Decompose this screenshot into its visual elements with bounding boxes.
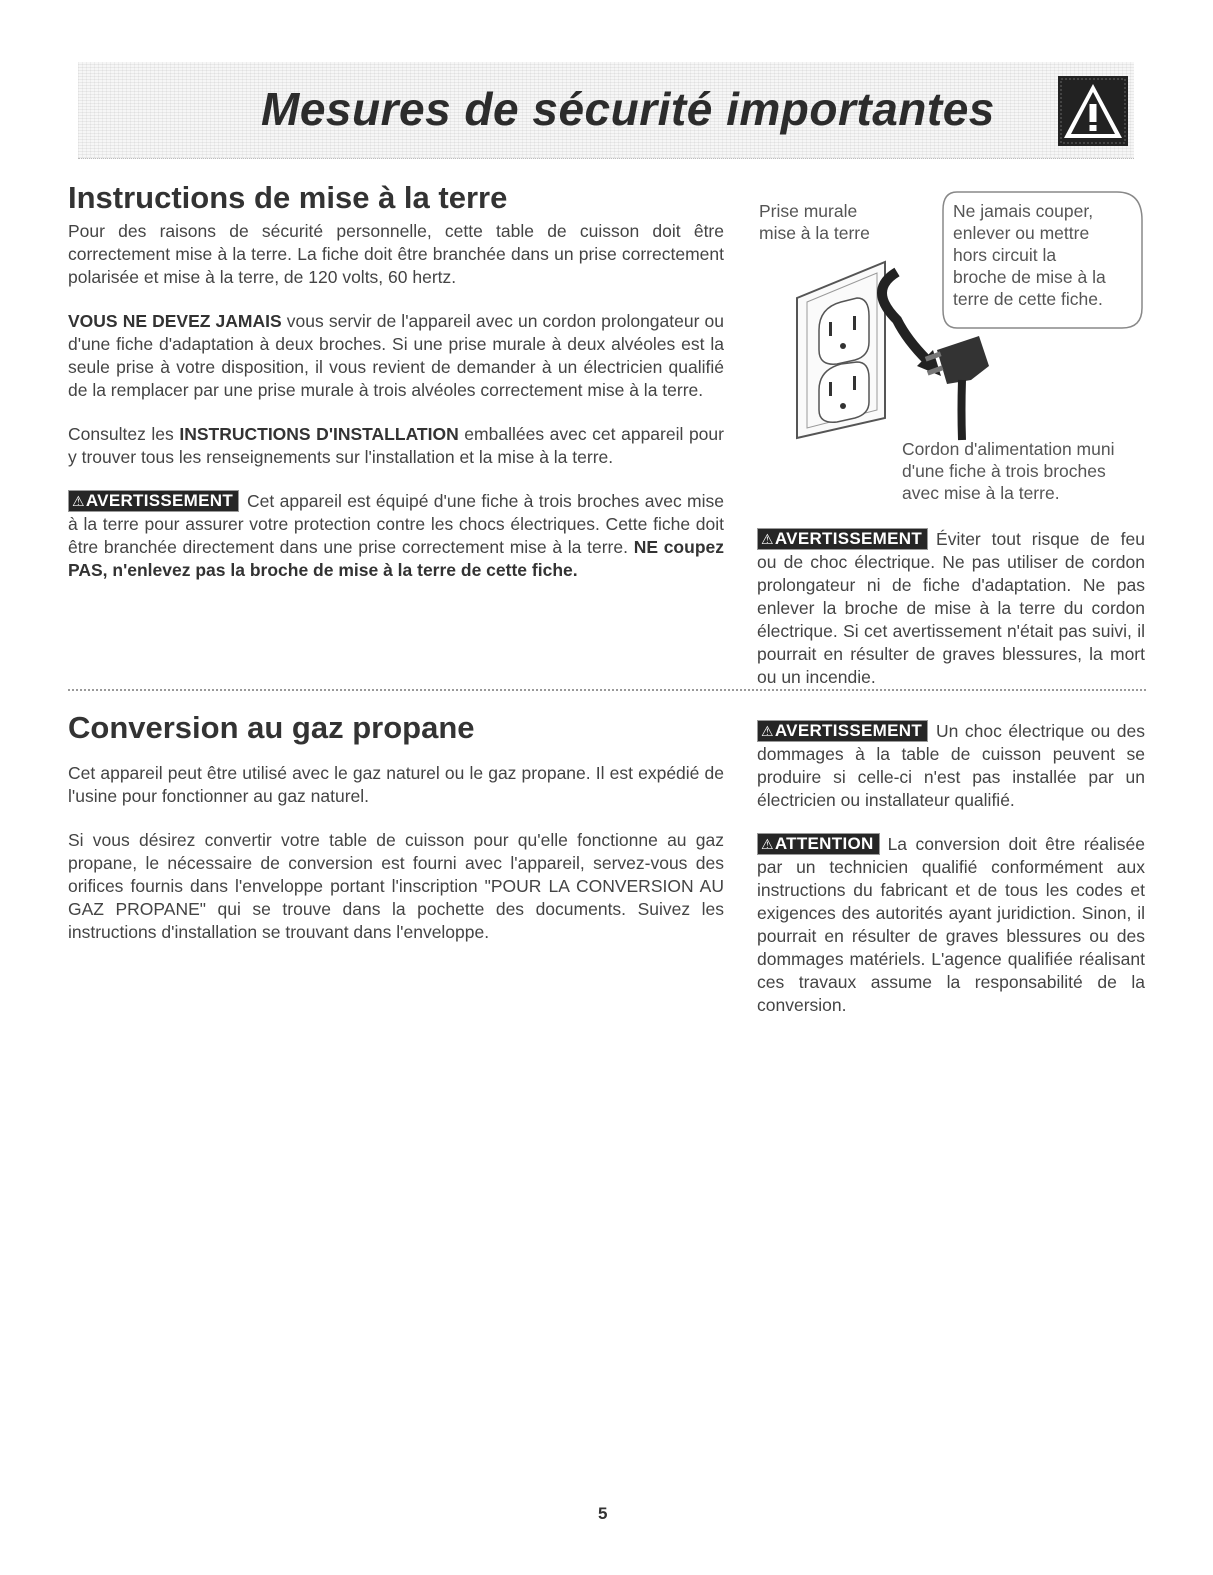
gas-paragraph-1: Cet appareil peut être utilisé avec le gaz naturel ou le gaz propane. Il est expédié de l'usine pour fonctionner au gaz naturel. xyxy=(68,763,724,806)
gas-caution-text: La conversion doit être réalisée par un technicien qualifié conformément aux instructions du fabricant et de tous les codes et exigences des autorités ayant juridiction. Sinon, il pourrait en résulter de graves blessures ou des dommages matériels. L'agence qualifiée réalisant ces travaux assume la responsabilité de la conversion. xyxy=(757,834,1145,1015)
warning-triangle-icon: ⚠ xyxy=(72,493,85,509)
page-title: Mesures de sécurité importantes xyxy=(261,83,995,135)
gas-conversion-heading: Conversion au gaz propane xyxy=(68,710,475,745)
cord-label-line-2: d'une fiche à trois broches xyxy=(902,461,1106,481)
header-banner xyxy=(78,62,1134,159)
callout-line-3: hors circuit la xyxy=(953,245,1057,265)
warning-badge-label: AVERTISSEMENT xyxy=(774,721,923,740)
grounding-p3-post: emballées avec cet appareil pour y trouver tous les renseignements sur l'installation et la mise à la terre. xyxy=(68,424,724,467)
right-warning-block xyxy=(757,528,1145,710)
section-divider xyxy=(68,689,1146,691)
grounding-warning-emphasis: NE coupez PAS, n'enlevez pas la broche de mise à la terre de cette fiche. xyxy=(68,537,724,580)
warning-badge xyxy=(68,490,239,512)
right-warning xyxy=(757,528,1145,689)
never-cut-callout xyxy=(953,200,1106,310)
grounding-p2-text: vous servir de l'appareil avec un cordon prolongateur ou d'une fiche d'adaptation à deux broches. Si une prise murale à deux alvéoles est la seule prise à votre disposition, il vous revient de demander à un électricien qualifié de la remplacer par une prise murale à trois alvéoles correctement mise à la terre. xyxy=(68,311,724,400)
cord-label-line-3: avec mise à la terre. xyxy=(902,483,1060,503)
warning-triangle-icon: ⚠ xyxy=(761,723,774,739)
warning-triangle-icon xyxy=(1058,76,1128,146)
warning-badge xyxy=(757,720,928,742)
gas-warning-text: Un choc électrique ou des dommages à la table de cuisson peuvent se produire si celle-ci n'est pas installée par un électricien ou installateur qualifié. xyxy=(757,721,1145,810)
grounding-heading: Instructions de mise à la terre xyxy=(68,180,508,215)
callout-line-5: terre de cette fiche. xyxy=(953,289,1103,309)
callout-line-4: broche de mise à la xyxy=(953,267,1106,287)
grounding-paragraph-2 xyxy=(68,310,724,402)
never-emphasis: VOUS NE DEVEZ JAMAIS xyxy=(68,311,282,331)
gas-warning xyxy=(757,720,1145,812)
grounding-warning xyxy=(68,490,724,582)
grounding-p1-text: Pour des raisons de sécurité personnelle, cette table de cuisson doit être correctement mise à la terre. La fiche doit être branchée dans un prise correctement polarisée et mise à la terre, de 120 volts, 60 hertz. xyxy=(68,221,724,287)
gas-caution xyxy=(757,833,1145,1017)
right-warning-text: Éviter tout risque de feu ou de choc électrique. Ne pas utiliser de cordon prolongateur ni de fiche d'adaptation. Ne pas enlever la broche de mise à la terre du cordon électrique. Si cet avertissement n'était pas suivi, il pourrait en résulter de graves blessures, la mort ou un incendie. xyxy=(757,529,1145,687)
caution-badge-label: ATTENTION xyxy=(774,834,874,853)
grounding-paragraph-1 xyxy=(68,220,724,289)
wall-outlet-label xyxy=(759,200,870,244)
grounding-warning-text: Cet appareil est équipé d'une fiche à trois broches avec mise à la terre pour assurer votre protection contre les chocs électriques. Cette fiche doit être branchée directement dans une prise correctement mise à la terre. xyxy=(68,491,724,557)
gas-paragraph-2: Si vous désirez convertir votre table de cuisson pour qu'elle fonctionne au gaz propane, le nécessaire de conversion est fourni avec l'appareil, servez-vous des orifices fournis dans l'enveloppe portant l'inscription "POUR LA CONVERSION AU GAZ PROPANE" qui se trouve dans la pochette des documents. Suivez les instructions d'installation se trouvant dans l'enveloppe. xyxy=(68,830,724,942)
cord-label-line-1: Cordon d'alimentation muni xyxy=(902,439,1115,459)
installation-instructions-emphasis: INSTRUCTIONS D'INSTALLATION xyxy=(179,424,459,444)
warning-badge-label: AVERTISSEMENT xyxy=(85,491,234,510)
gas-conversion-body xyxy=(68,762,724,965)
warning-triangle-icon: ⚠ xyxy=(761,836,774,852)
grounded-outlet-diagram xyxy=(757,180,1157,515)
grounding-paragraph-3 xyxy=(68,423,724,469)
warning-badge xyxy=(757,528,928,550)
grounding-p3-pre: Consultez les xyxy=(68,424,174,444)
callout-line-1: Ne jamais couper, xyxy=(953,201,1094,221)
warning-badge-label: AVERTISSEMENT xyxy=(774,529,923,548)
grounding-body xyxy=(68,220,724,603)
page-number: 5 xyxy=(598,1504,608,1523)
warning-triangle-icon: ⚠ xyxy=(761,531,774,547)
gas-warnings xyxy=(757,720,1145,1038)
wall-outlet-label-line-1: Prise murale xyxy=(759,201,858,221)
wall-outlet-label-line-2: mise à la terre xyxy=(759,223,870,243)
callout-line-2: enlever ou mettre xyxy=(953,223,1090,243)
caution-badge xyxy=(757,833,880,855)
power-cord-label xyxy=(902,438,1115,504)
